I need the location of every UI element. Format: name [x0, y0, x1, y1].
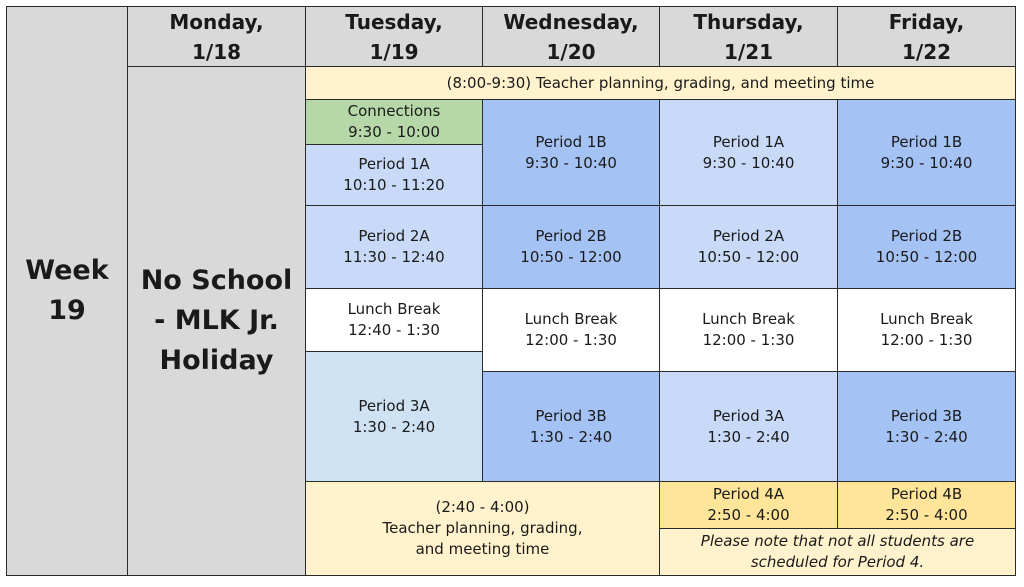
block-time: 1:30 - 2:40	[352, 417, 436, 436]
block-name: Period 4A	[712, 485, 785, 503]
block-name: Lunch Break	[880, 310, 973, 328]
block-name: Period 1A	[358, 155, 430, 173]
block-time: 9:30 - 10:40	[702, 153, 795, 172]
block-time: 10:50 - 12:00	[697, 248, 800, 266]
tuesday-period-3a	[305, 351, 483, 482]
afternoon-line1: (2:40 - 4:00)	[435, 498, 530, 516]
block-name: Lunch Break	[347, 300, 441, 318]
block-time: 1:30 - 2:40	[885, 427, 968, 446]
block-name: Period 1B	[890, 132, 963, 151]
block-time: 10:50 - 12:00	[875, 248, 978, 266]
block-time: 10:50 - 12:00	[520, 248, 622, 266]
header-date: 1/18	[191, 39, 242, 64]
friday-lunch	[837, 288, 1016, 372]
header-date: 1/19	[369, 39, 419, 64]
header-day: Thursday,	[693, 9, 804, 34]
block-name: Lunch Break	[702, 310, 795, 328]
block-time: 12:00 - 1:30	[525, 331, 617, 349]
holiday-line3: Holiday	[159, 345, 274, 376]
block-time: 9:30 - 10:40	[525, 153, 617, 172]
block-time: 12:00 - 1:30	[880, 331, 973, 349]
header-date: 1/20	[546, 39, 596, 64]
block-time: 1:30 - 2:40	[707, 427, 790, 446]
header-day: Tuesday,	[345, 9, 443, 34]
friday-period-3b	[837, 371, 1016, 482]
block-name: Period 2A	[358, 227, 430, 245]
friday-period-2b	[837, 205, 1016, 289]
tuesday-period-2a	[305, 205, 483, 289]
thursday-period-1a	[659, 99, 838, 206]
holiday-line1: No School	[140, 265, 293, 296]
afternoon-line3: and meeting time	[415, 540, 550, 558]
block-time: 9:30 - 10:40	[880, 153, 973, 172]
period4-note-line1: Please note that not all students are	[700, 532, 975, 550]
wednesday-period-3b	[482, 371, 660, 482]
header-monday	[127, 6, 306, 67]
morning-banner-text: (8:00-9:30) Teacher planning, grading, and meeting time	[446, 73, 875, 92]
week-label-line2: 19	[48, 295, 86, 326]
afternoon-line2: Teacher planning, grading,	[382, 519, 583, 537]
monday-holiday-note	[127, 66, 306, 576]
tuesday-period-1a	[305, 144, 483, 206]
afternoon-planning-block	[305, 481, 660, 576]
block-name: Period 3B	[535, 406, 607, 425]
block-time: 12:40 - 1:30	[348, 321, 440, 339]
block-name: Period 4B	[890, 485, 963, 503]
block-name: Period 2B	[890, 227, 963, 245]
block-time: 11:30 - 12:40	[343, 248, 445, 266]
header-wednesday	[482, 6, 660, 67]
block-time: 1:30 - 2:40	[529, 427, 613, 446]
thursday-period-3a	[659, 371, 838, 482]
block-name: Period 3A	[712, 406, 785, 425]
block-time: 2:50 - 4:00	[707, 506, 790, 524]
wednesday-period-2b	[482, 205, 660, 289]
tuesday-connections	[305, 99, 483, 145]
block-name: Period 2A	[712, 227, 785, 245]
block-time: 10:10 - 11:20	[343, 176, 445, 194]
week-label-line1: Week	[25, 255, 109, 286]
wednesday-period-1b	[482, 99, 660, 206]
block-time: 12:00 - 1:30	[702, 331, 795, 349]
block-name: Period 3B	[890, 406, 963, 425]
tuesday-lunch	[305, 288, 483, 352]
thursday-lunch	[659, 288, 838, 372]
header-day: Monday,	[169, 9, 264, 34]
block-name: Period 3A	[358, 396, 430, 415]
friday-period-4b	[837, 481, 1016, 529]
thursday-period-2a	[659, 205, 838, 289]
header-day: Wednesday,	[503, 9, 639, 34]
period4-note-line2: scheduled for Period 4.	[750, 553, 925, 571]
block-name: Period 1B	[535, 132, 607, 151]
block-name: Period 1A	[712, 132, 785, 151]
block-name: Lunch Break	[524, 310, 618, 328]
block-time: 2:50 - 4:00	[885, 506, 968, 524]
block-time: 9:30 - 10:00	[348, 123, 440, 141]
header-tuesday	[305, 6, 483, 67]
header-friday	[837, 6, 1016, 67]
header-thursday	[659, 6, 838, 67]
friday-period-1b	[837, 99, 1016, 206]
wednesday-lunch	[482, 288, 660, 372]
block-name: Period 2B	[535, 227, 607, 245]
morning-planning-banner	[305, 66, 1016, 100]
header-day: Friday,	[888, 9, 965, 34]
week-label	[6, 6, 128, 576]
header-date: 1/21	[723, 39, 774, 64]
thursday-period-4a	[659, 481, 838, 529]
block-name: Connections	[347, 102, 441, 120]
period4-note	[659, 528, 1016, 576]
holiday-line2: - MLK Jr.	[154, 305, 279, 336]
header-date: 1/22	[901, 39, 952, 64]
